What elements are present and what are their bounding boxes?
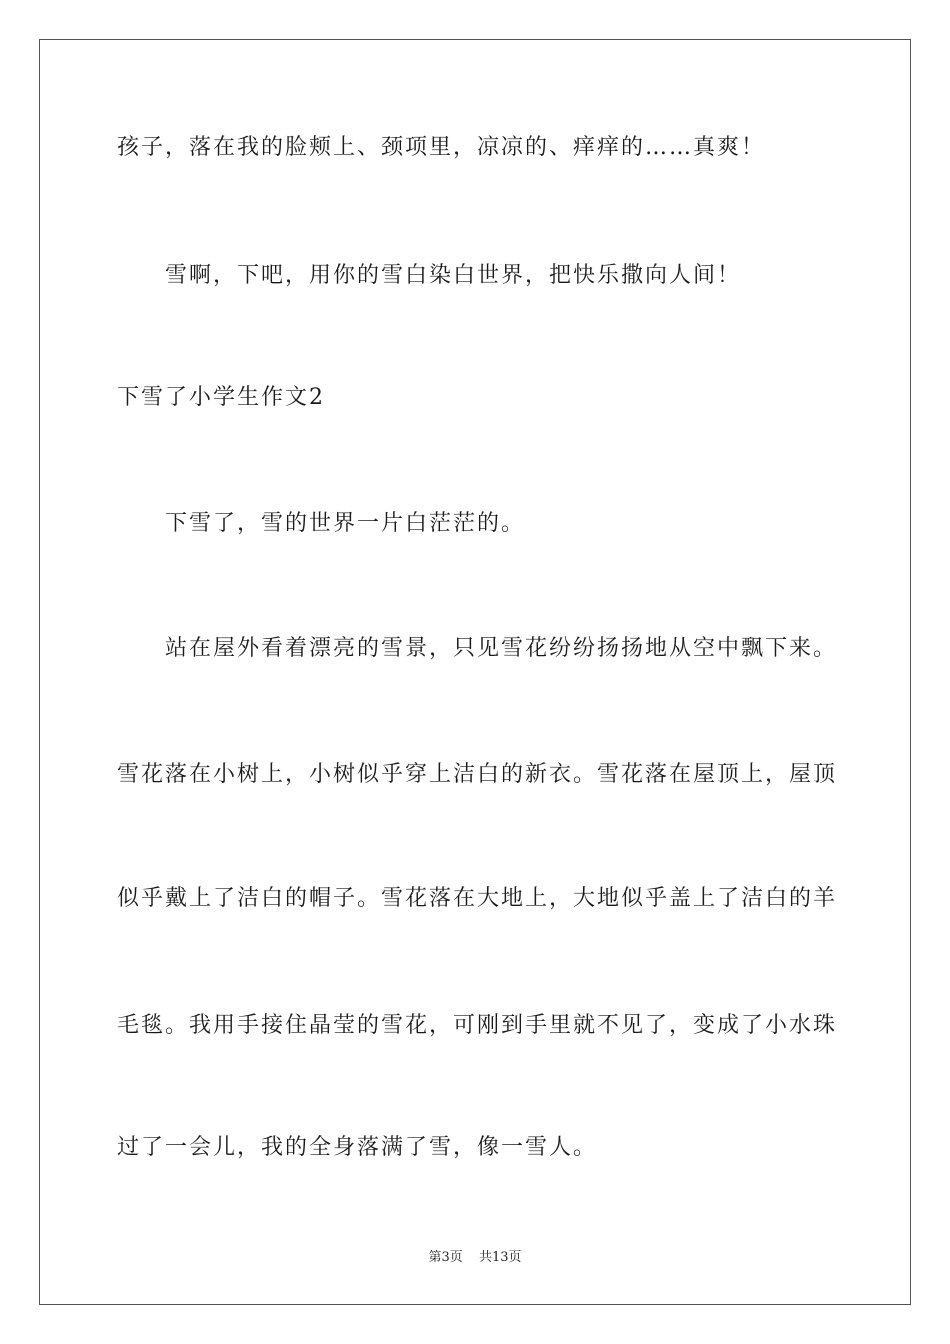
text-line-5: 站在屋外看着漂亮的雪景，只见雪花纷纷扬扬地从空中飘下来。 [165, 636, 838, 661]
text-line-8: 毛毯。我用手接住晶莹的雪花，可刚到手里就不见了，变成了小水珠 [117, 1013, 838, 1038]
page-number: 第3页 [428, 1250, 463, 1265]
page-footer [0, 1248, 950, 1268]
total-pages: 共13页 [478, 1250, 522, 1265]
text-line-2: 雪啊，下吧，用你的雪白染白世界，把快乐撒向人间！ [165, 263, 742, 288]
text-line-6: 雪花落在小树上，小树似乎穿上洁白的新衣。雪花落在屋顶上，屋顶 [117, 762, 838, 787]
text-line-9: 过了一会儿，我的全身落满了雪，像一雪人。 [117, 1135, 598, 1160]
text-line-4: 下雪了，雪的世界一片白茫茫的。 [165, 511, 526, 536]
page-frame [39, 39, 911, 1305]
text-line-1: 孩子，落在我的脸颊上、颈项里，凉凉的、痒痒的……真爽！ [117, 135, 766, 160]
section-heading: 下雪了小学生作文2 [117, 385, 325, 410]
text-line-7: 似乎戴上了洁白的帽子。雪花落在大地上，大地似乎盖上了洁白的羊 [117, 886, 838, 911]
